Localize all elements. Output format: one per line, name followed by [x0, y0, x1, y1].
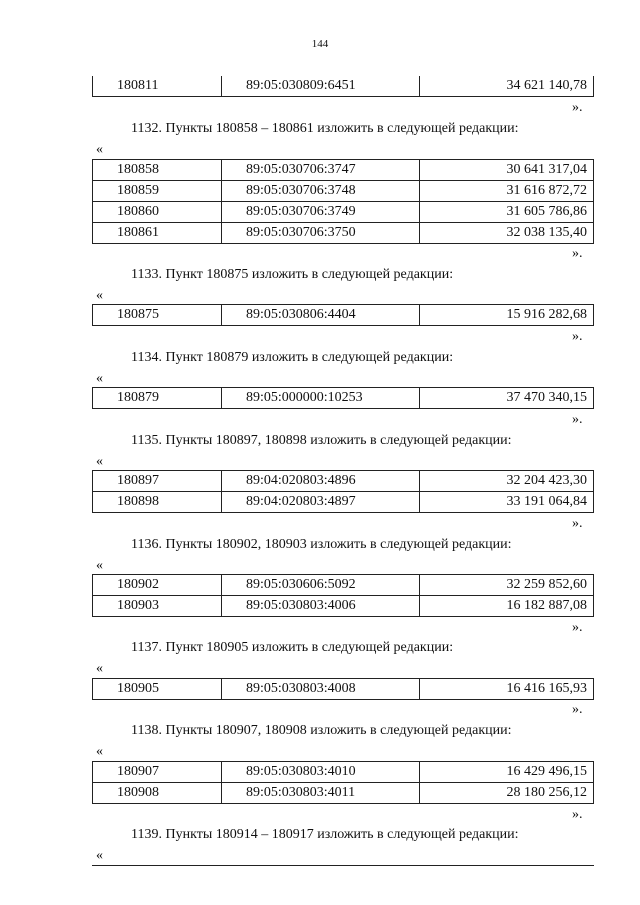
table-row — [93, 388, 594, 409]
table-top-border — [92, 865, 594, 866]
row-value: 15 916 282,68 — [420, 305, 594, 326]
amendment-table — [92, 574, 594, 617]
cadastral-number: 89:05:030803:4008 — [222, 679, 420, 700]
row-value: 33 191 064,84 — [420, 492, 594, 513]
closing-quote: ». — [572, 807, 583, 822]
closing-quote: ». — [572, 702, 583, 717]
cadastral-number: 89:05:030606:5092 — [222, 575, 420, 596]
table-row — [93, 202, 594, 223]
table-row — [93, 76, 594, 97]
opening-quote: « — [96, 288, 103, 303]
closing-quote: ». — [572, 620, 583, 635]
opening-quote: « — [96, 558, 103, 573]
row-value: 37 470 340,15 — [420, 388, 594, 409]
row-value: 31 616 872,72 — [420, 181, 594, 202]
amendment-instruction: 1137. Пункт 180905 изложить в следующей редакции: — [131, 640, 454, 655]
opening-quote: « — [96, 744, 103, 759]
cadastral-number: 89:04:020803:4896 — [222, 471, 420, 492]
table-row — [93, 160, 594, 181]
row-value: 30 641 317,04 — [420, 160, 594, 181]
row-number: 180879 — [93, 388, 222, 409]
row-number: 180898 — [93, 492, 222, 513]
row-number: 180811 — [93, 76, 222, 97]
row-number: 180861 — [93, 223, 222, 244]
row-value: 16 416 165,93 — [420, 679, 594, 700]
amendment-instruction: 1136. Пункты 180902, 180903 изложить в следующей редакции: — [131, 537, 512, 552]
amendment-table — [92, 304, 594, 326]
opening-quote: « — [96, 371, 103, 386]
amendment-instruction: 1133. Пункт 180875 изложить в следующей редакции: — [131, 267, 454, 282]
row-value: 16 429 496,15 — [420, 762, 594, 783]
cadastral-number: 89:05:030706:3749 — [222, 202, 420, 223]
row-number: 180875 — [93, 305, 222, 326]
amendment-table — [92, 761, 594, 804]
row-number: 180905 — [93, 679, 222, 700]
row-number: 180859 — [93, 181, 222, 202]
amendment-instruction: 1135. Пункты 180897, 180898 изложить в следующей редакции: — [131, 433, 512, 448]
opening-quote: « — [96, 848, 103, 863]
row-number: 180908 — [93, 783, 222, 804]
opening-quote: « — [96, 661, 103, 676]
cadastral-number: 89:05:030806:4404 — [222, 305, 420, 326]
amendment-instruction: 1138. Пункты 180907, 180908 изложить в следующей редакции: — [131, 723, 512, 738]
amendment-table — [92, 159, 594, 244]
cadastral-number: 89:05:030803:4006 — [222, 596, 420, 617]
table-row — [93, 305, 594, 326]
row-number: 180858 — [93, 160, 222, 181]
row-number: 180860 — [93, 202, 222, 223]
row-value: 16 182 887,08 — [420, 596, 594, 617]
table-row — [93, 492, 594, 513]
row-number: 180907 — [93, 762, 222, 783]
cadastral-number: 89:04:020803:4897 — [222, 492, 420, 513]
opening-quote: « — [96, 142, 103, 157]
row-number: 180902 — [93, 575, 222, 596]
table-row — [93, 762, 594, 783]
cadastral-number: 89:05:030809:6451 — [222, 76, 420, 97]
row-value: 32 038 135,40 — [420, 223, 594, 244]
amendment-table — [92, 387, 594, 409]
amendment-instruction: 1132. Пункты 180858 – 180861 изложить в следующей редакции: — [131, 121, 519, 136]
cadastral-number: 89:05:000000:10253 — [222, 388, 420, 409]
amendment-instruction: 1134. Пункт 180879 изложить в следующей редакции: — [131, 350, 454, 365]
row-value: 31 605 786,86 — [420, 202, 594, 223]
table-continuation — [92, 76, 594, 97]
amendment-table — [92, 470, 594, 513]
cadastral-number: 89:05:030706:3747 — [222, 160, 420, 181]
table-row — [93, 223, 594, 244]
table-row — [93, 596, 594, 617]
cadastral-number: 89:05:030706:3750 — [222, 223, 420, 244]
closing-quote: ». — [572, 412, 583, 427]
cadastral-number: 89:05:030803:4010 — [222, 762, 420, 783]
row-number: 180903 — [93, 596, 222, 617]
table-row — [93, 679, 594, 700]
opening-quote: « — [96, 454, 103, 469]
row-value: 32 204 423,30 — [420, 471, 594, 492]
page-number: 144 — [311, 38, 329, 50]
closing-quote: ». — [572, 100, 583, 115]
closing-quote: ». — [572, 329, 583, 344]
cadastral-number: 89:05:030803:4011 — [222, 783, 420, 804]
row-value: 34 621 140,78 — [420, 76, 594, 97]
table-row — [93, 181, 594, 202]
row-number: 180897 — [93, 471, 222, 492]
closing-quote: ». — [572, 516, 583, 531]
row-value: 28 180 256,12 — [420, 783, 594, 804]
amendment-instruction: 1139. Пункты 180914 – 180917 изложить в следующей редакции: — [131, 827, 519, 842]
row-value: 32 259 852,60 — [420, 575, 594, 596]
closing-quote: ». — [572, 246, 583, 261]
table-row — [93, 471, 594, 492]
table-row — [93, 783, 594, 804]
cadastral-number: 89:05:030706:3748 — [222, 181, 420, 202]
table-row — [93, 575, 594, 596]
amendment-table — [92, 678, 594, 700]
